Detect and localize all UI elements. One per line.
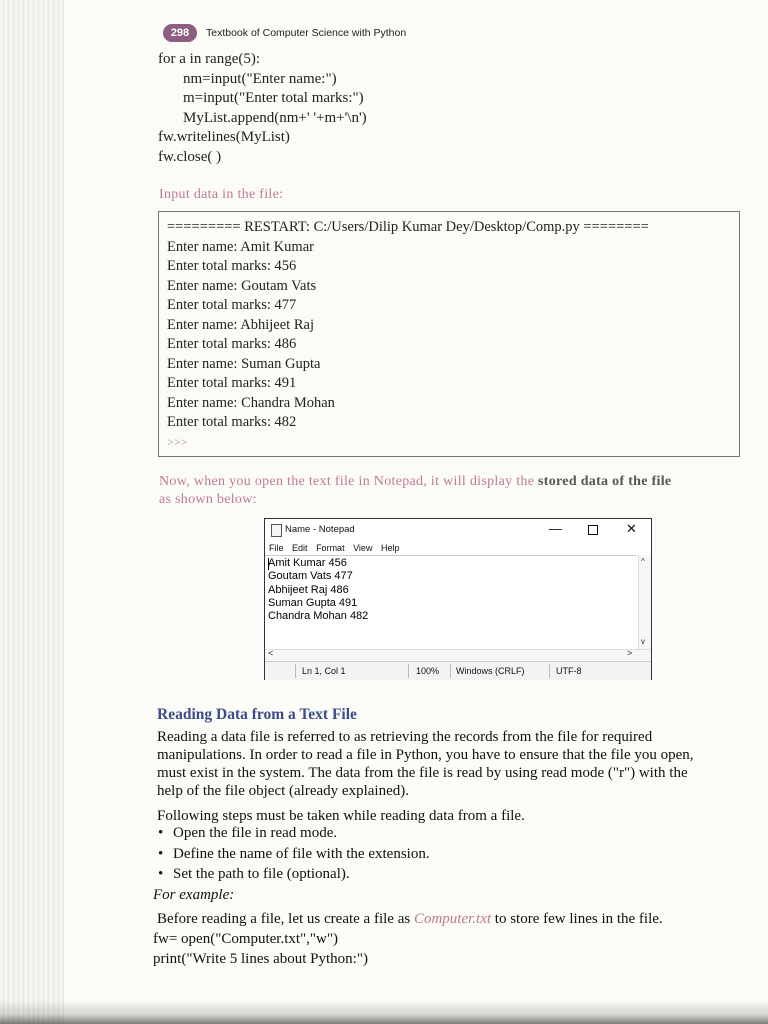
shell-line: Enter total marks: 486 [167,336,297,352]
notepad-line: Amit Kumar 456 [268,557,347,569]
shell-line: Enter name: Amit Kumar [167,238,314,255]
code-line: fw.close( ) [158,148,222,165]
status-encoding: UTF-8 [556,666,582,676]
code-line: MyList.append(nm+' '+m+'\n') [183,109,367,126]
status-position: Ln 1, Col 1 [302,666,346,676]
shell-line: Enter total marks: 482 [167,414,297,430]
notepad-lines [268,557,368,623]
code-block-top [158,50,367,167]
notepad-line: Chandra Mohan 482 [268,610,369,623]
steps-list [155,823,430,885]
page-bottom-shadow [0,1000,768,1024]
list-item [155,864,430,885]
status-separator [295,664,296,678]
notepad-window [264,518,652,680]
notepad-title: Name - Notepad [285,524,355,535]
shell-restart-line: ========= RESTART: C:/Users/Dilip Kumar Dey/Desktop/Comp.py ======== [167,219,649,235]
scroll-down-icon[interactable]: v [641,637,645,646]
paragraph-line: manipulations. In order to read a file in Python, you have to ensure that the file you open, [157,747,694,763]
shell-prompt: >>> [167,434,188,449]
bullet-icon: • [158,866,164,882]
code-block-bottom [153,930,368,969]
list-item [155,844,430,865]
status-line-ending: Windows (CRLF) [456,666,525,676]
status-separator [450,664,451,678]
menu-edit[interactable]: Edit [292,543,308,553]
bullet-icon: • [158,825,164,841]
code-line: nm=input("Enter name:") [183,70,337,87]
shell-line: Enter name: Abhijeet Raj [167,316,314,333]
menu-help[interactable]: Help [380,543,400,553]
maximize-icon[interactable] [588,525,598,535]
bullet-icon: • [158,845,164,862]
shell-line: Enter name: Goutam Vats [167,277,317,294]
steps-intro: Following steps must be taken while reading data from a file. [157,808,525,824]
example-filename: Computer.txt [413,911,492,927]
section-heading: Reading Data from a Text File [157,706,357,723]
menu-file[interactable]: File [269,543,284,553]
scroll-up-icon[interactable]: ^ [641,557,645,566]
notepad-line: Abhijeet Raj 486 [268,583,349,596]
paragraph-line: help of the file object (already explained). [157,783,409,799]
reading-paragraph [157,728,747,800]
status-separator [549,664,550,678]
example-text: Before reading a file, let us create a file as [157,911,414,927]
example-paragraph [157,910,747,928]
notepad-titlebar [265,519,651,541]
vertical-scrollbar[interactable] [638,555,651,649]
scroll-left-icon[interactable]: < [268,648,274,658]
notepad-line: Suman Gupta 491 [268,596,358,609]
minimize-icon[interactable]: — [549,521,562,536]
for-example-label: For example: [153,887,235,903]
code-line: print("Write 5 lines about Python:") [153,950,368,967]
shell-line: Enter name: Suman Gupta [167,355,321,372]
list-item-text: Set the path to file (optional). [173,866,350,882]
menu-format[interactable]: Format [316,543,345,553]
shell-lines [167,218,649,452]
paragraph-line: Reading a data file is referred to as retrieving the records from the file for required [157,729,653,745]
notepad-intro-paragraph [159,473,749,509]
code-line: fw= open("Computer.txt","w") [153,931,339,947]
code-line: m=input("Enter total marks:") [183,90,364,106]
notepad-file-icon [271,524,282,537]
list-item [155,823,430,844]
list-item-text: Define the name of file with the extension. [173,845,430,862]
list-item-text: Open the file in read mode. [173,825,338,841]
shell-line: Enter total marks: 456 [167,258,297,274]
book-title: Textbook of Computer Science with Python [206,27,407,39]
scroll-right-icon[interactable]: > [627,648,633,658]
shell-line: Enter name: Chandra Mohan [167,394,335,411]
horizontal-scrollbar[interactable] [265,649,651,661]
close-icon[interactable]: ✕ [626,521,637,536]
notepad-text-area[interactable] [265,555,637,650]
input-data-heading: Input data in the file: [159,187,284,202]
notepad-line: Goutam Vats 477 [268,570,353,583]
code-line: fw.writelines(MyList) [158,129,290,145]
page-number-badge: 298 [163,24,197,42]
intro-text: Now, when you open the text file in Notepad, it will display the [159,474,539,489]
intro-text-end: as shown below: [159,492,257,507]
menu-view[interactable]: View [353,543,373,553]
status-zoom: 100% [416,666,440,676]
shell-line: Enter total marks: 491 [167,375,297,391]
python-shell-output [158,211,740,457]
status-separator [408,664,409,678]
paragraph-line: must exist in the system. The data from the file is read by using read mode ("r") with the [157,765,688,781]
notepad-menubar [269,543,405,553]
intro-emphasis: stored data of the file [538,474,672,489]
example-text-end: to store few lines in the file. [491,911,663,927]
code-line: for a in range(5): [158,51,261,67]
shell-line: Enter total marks: 477 [167,297,297,313]
notepad-statusbar [265,661,651,680]
